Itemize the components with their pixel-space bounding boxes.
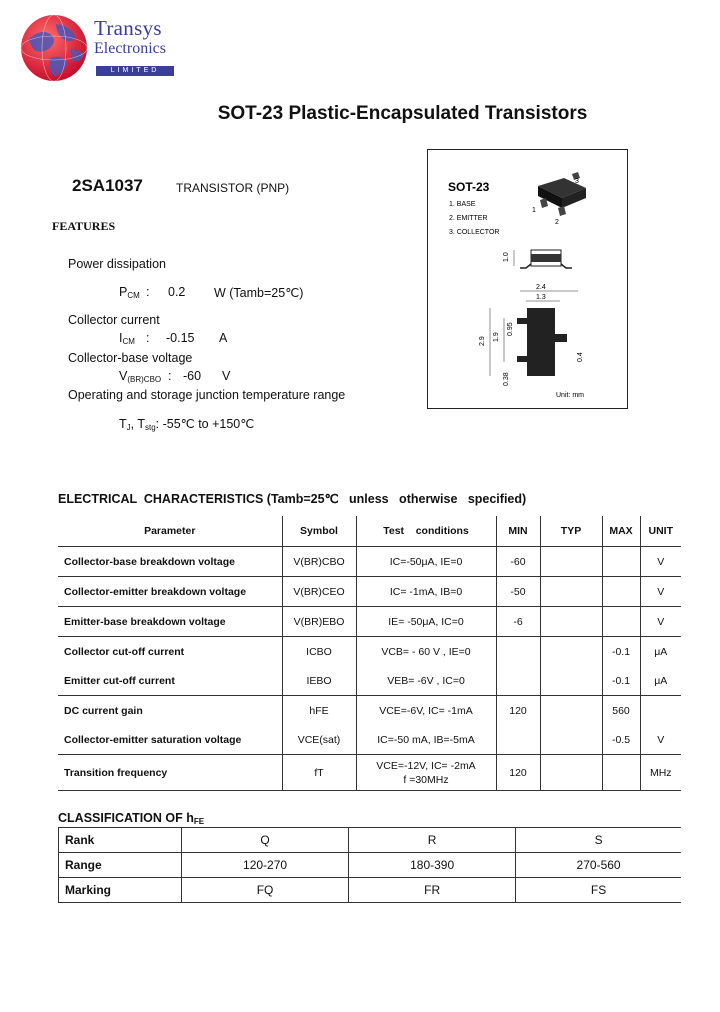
classification-value: Q: [182, 828, 349, 853]
dim-width-body: 1.3: [536, 294, 546, 301]
cell-symbol: V(BR)EBO: [282, 607, 356, 637]
classification-value: 180-390: [349, 853, 516, 878]
cell-param: Emitter-base breakdown voltage: [58, 607, 282, 637]
dim-lead-width: 0.4: [577, 352, 584, 362]
classification-label: Rank: [59, 828, 182, 853]
temperature-spec: [119, 416, 254, 432]
pcm-unit: W (Tamb=25℃): [214, 286, 304, 300]
cell-param: Collector-emitter saturation voltage: [58, 725, 282, 755]
cell-symbol: fT: [282, 755, 356, 791]
cell-typ: [540, 577, 602, 607]
dim-length: 2.9: [479, 336, 486, 346]
pcm-subscript: CM: [127, 291, 140, 300]
pin-number-2: 2: [555, 219, 559, 226]
cell-cond: [356, 547, 496, 577]
company-limited: LIMITED: [96, 66, 174, 76]
classification-value: 270-560: [516, 853, 681, 878]
icm-symbol: I: [119, 331, 123, 345]
classification-row: [59, 828, 682, 853]
cell-min: -60: [496, 547, 540, 577]
header-symbol: Symbol: [282, 516, 356, 547]
cell-min: [496, 725, 540, 755]
table-row: [58, 547, 681, 577]
cell-unit: μA: [640, 666, 681, 696]
cell-cond: [356, 725, 496, 755]
pin-1-label: 1. BASE: [449, 201, 476, 208]
table-row: [58, 607, 681, 637]
cell-max: [602, 577, 640, 607]
cell-cond: [356, 666, 496, 696]
pin-2-label: 2. EMITTER: [449, 215, 488, 222]
dim-lead-pitch: 0.95: [507, 322, 514, 336]
electrical-heading: ELECTRICAL CHARACTERISTICS (Tamb=25℃ unless otherwise specified): [58, 492, 527, 506]
pcm-symbol: P: [119, 285, 128, 299]
cell-param: DC current gain: [58, 696, 282, 726]
cell-typ: [540, 547, 602, 577]
condition-line: IE= -50μA, IC=0: [388, 615, 464, 628]
cell-min: [496, 637, 540, 667]
header-max: MAX: [602, 516, 640, 547]
classification-heading-sub: FE: [193, 817, 205, 826]
cell-max: [602, 755, 640, 791]
cell-unit: V: [640, 725, 681, 755]
header-typ: TYP: [540, 516, 602, 547]
cell-typ: [540, 637, 602, 667]
icm-subscript: CM: [122, 337, 135, 346]
table-row: [58, 577, 681, 607]
power-dissipation-label: Power dissipation: [68, 257, 166, 271]
collector-base-voltage-label: Collector-base voltage: [68, 351, 193, 365]
cell-max: 560: [602, 696, 640, 726]
classification-table: [58, 827, 681, 903]
package-side-view: [514, 250, 572, 268]
cell-cond: [356, 607, 496, 637]
features-heading: FEATURES: [52, 219, 116, 233]
cell-min: 120: [496, 696, 540, 726]
pin-number-3: 3: [575, 178, 579, 185]
tstg-symbol: , T: [130, 417, 145, 431]
cell-cond: [356, 637, 496, 667]
header-conditions: Test conditions: [356, 516, 496, 547]
package-top-view: [490, 291, 578, 376]
cell-cond: [356, 577, 496, 607]
dim-height: 1.0: [503, 252, 510, 262]
vcbo-colon: :: [168, 369, 172, 383]
condition-line: IC=-50μA, IE=0: [389, 555, 463, 568]
classification-value: 120-270: [182, 853, 349, 878]
cell-unit: V: [640, 547, 681, 577]
icm-unit: A: [219, 331, 228, 345]
cell-symbol: ICBO: [282, 637, 356, 667]
pcm-spec: [119, 285, 140, 300]
condition-line: IC=-50 mA, IB=-5mA: [377, 733, 475, 746]
table-row: [58, 666, 681, 696]
classification-heading: [58, 811, 204, 826]
cell-param: Transition frequency: [58, 755, 282, 791]
table-row: [58, 637, 681, 667]
collector-current-label: Collector current: [68, 313, 160, 327]
dim-pitch: 1.9: [493, 332, 500, 342]
cell-typ: [540, 755, 602, 791]
company-name: Transys: [94, 16, 162, 40]
pcm-value: 0.2: [168, 285, 186, 299]
cell-max: -0.1: [602, 637, 640, 667]
cell-param: Collector-emitter breakdown voltage: [58, 577, 282, 607]
classification-label: Marking: [59, 878, 182, 903]
cell-param: Collector cut-off current: [58, 637, 282, 667]
cell-typ: [540, 725, 602, 755]
header-unit: UNIT: [640, 516, 681, 547]
package-name: SOT-23: [448, 180, 490, 194]
condition-line-2: f =30MHz: [403, 773, 449, 786]
cell-typ: [540, 696, 602, 726]
package-drawing: [427, 149, 628, 409]
cell-typ: [540, 607, 602, 637]
header-min: MIN: [496, 516, 540, 547]
table-header-row: [58, 516, 681, 547]
cell-symbol: hFE: [282, 696, 356, 726]
dim-width-total: 2.4: [536, 284, 546, 291]
cell-unit: V: [640, 607, 681, 637]
pin-number-1: 1: [532, 207, 536, 214]
cell-symbol: V(BR)CBO: [282, 547, 356, 577]
cell-max: -0.1: [602, 666, 640, 696]
condition-line: VEB= -6V , IC=0: [387, 674, 465, 687]
classification-value: FS: [516, 878, 681, 903]
cell-symbol: VCE(sat): [282, 725, 356, 755]
icm-value: -0.15: [166, 331, 195, 345]
tstg-subscript: stg: [145, 423, 156, 432]
cell-typ: [540, 666, 602, 696]
vcbo-symbol: V: [119, 369, 128, 383]
tj-symbol: T: [119, 417, 127, 431]
unit-label: Unit: mm: [556, 392, 584, 399]
cell-cond: [356, 755, 496, 791]
table-row: [58, 725, 681, 755]
condition-line: VCE=-12V, IC= -2mA: [376, 759, 476, 772]
vcbo-unit: V: [222, 369, 231, 383]
cell-symbol: V(BR)CEO: [282, 577, 356, 607]
condition-line: IC= -1mA, IB=0: [389, 585, 463, 598]
pin-3-label: 3. COLLECTOR: [449, 229, 500, 236]
cell-unit: MHz: [640, 755, 681, 791]
table-row: [58, 696, 681, 726]
icm-spec: [119, 331, 135, 346]
globe-icon: [20, 14, 92, 86]
tj-subscript: J: [126, 423, 131, 432]
cell-max: [602, 547, 640, 577]
classification-value: S: [516, 828, 681, 853]
cell-unit: μA: [654, 645, 668, 658]
table-row: [58, 755, 681, 791]
vcbo-value: -60: [183, 369, 202, 383]
page-title: SOT-23 Plastic-Encapsulated Transistors: [217, 103, 588, 124]
cell-min: -50: [496, 577, 540, 607]
classification-heading-text: CLASSIFICATION OF h: [58, 811, 194, 825]
vcbo-subscript: (BR)CBO: [127, 375, 162, 384]
header-parameter: Parameter: [58, 516, 282, 547]
cell-min: [496, 666, 540, 696]
electrical-table: [58, 516, 681, 791]
company-subtitle: Electronics: [94, 40, 166, 57]
part-type: TRANSISTOR (PNP): [176, 181, 290, 195]
cell-min: 120: [496, 755, 540, 791]
classification-value: FR: [349, 878, 516, 903]
classification-label: Range: [59, 853, 182, 878]
condition-line: VCB= - 60 V , IE=0: [381, 645, 471, 658]
temperature-range-label: Operating and storage junction temperature range: [68, 388, 346, 402]
cell-unit: V: [640, 577, 681, 607]
classification-value: R: [349, 828, 516, 853]
cell-param: Collector-base breakdown voltage: [58, 547, 282, 577]
part-number: 2SA1037: [72, 176, 143, 195]
icm-colon: :: [146, 331, 150, 345]
dim-lead-length: 0.38: [503, 372, 510, 386]
cell-param: Emitter cut-off current: [58, 666, 282, 696]
cell-unit: [640, 696, 681, 726]
cell-max: [602, 607, 640, 637]
condition-line: VCE=-6V, IC= -1mA: [379, 704, 473, 717]
vcbo-spec: [119, 369, 161, 384]
cell-min: -6: [496, 607, 540, 637]
temperature-value: : -55℃ to +150℃: [155, 417, 255, 431]
cell-symbol: IEBO: [282, 666, 356, 696]
cell-max: -0.5: [602, 725, 640, 755]
pcm-colon: :: [146, 285, 150, 299]
cell-cond: [356, 696, 496, 726]
classification-row: [59, 853, 682, 878]
classification-row: [59, 878, 682, 903]
classification-value: FQ: [182, 878, 349, 903]
